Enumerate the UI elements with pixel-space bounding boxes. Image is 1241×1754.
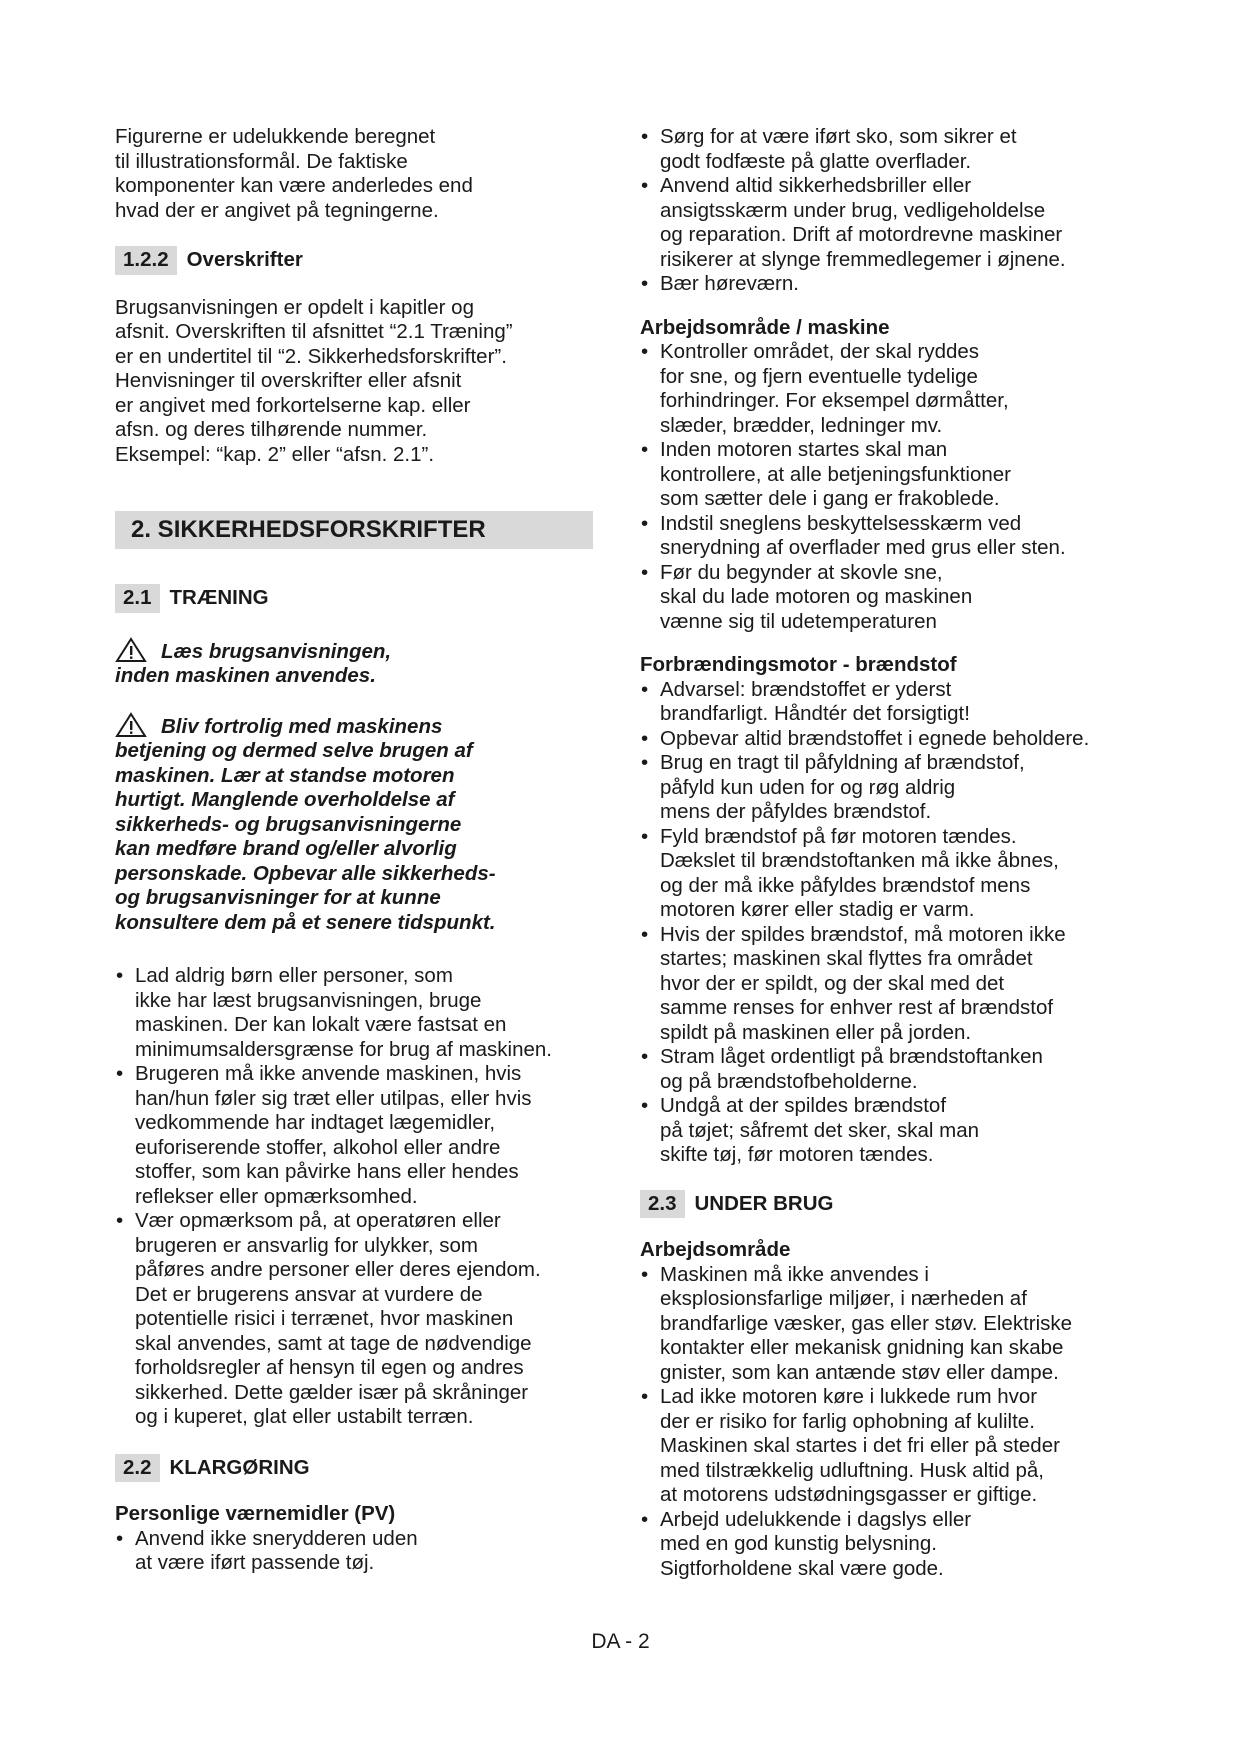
section-heading-2-1 xyxy=(115,584,595,613)
list-item xyxy=(640,1263,1140,1386)
text-line: til illustrationsformål. De faktiske xyxy=(115,149,408,173)
subheading-work-area: Arbejdsområde xyxy=(640,1238,791,1261)
work-bullet-list xyxy=(640,1263,1140,1582)
area-bullet-list xyxy=(640,340,1140,634)
list-item xyxy=(640,1045,1140,1094)
list-item-line: • Advarsel: brændstoffet er yderst xyxy=(660,677,952,701)
chapter-heading: 2. SIKKERHEDSFORSKRIFTER xyxy=(115,511,593,549)
section-number: 2.3 xyxy=(640,1190,685,1219)
list-item-line: • Fyld brændstof på før motoren tændes. xyxy=(660,824,1017,848)
list-item-line: • Før du begynder at skovle sne, xyxy=(660,560,943,584)
list-item-line: vedkommende har indtaget lægemidler, xyxy=(135,1111,496,1134)
list-item-line: og på brændstofbeholderne. xyxy=(660,1069,918,1093)
list-item xyxy=(640,1385,1140,1508)
section-title: KLARGØRING xyxy=(169,1455,310,1479)
text-line: Figurerne er udelukkende beregnet xyxy=(115,125,436,148)
list-item-line: risikerer at slynge fremmedlegemer i øjnene. xyxy=(660,247,1066,271)
section-title: Overskrifter xyxy=(186,248,303,271)
left-column xyxy=(115,125,595,1576)
list-item-line: • Anvend altid sikkerhedsbriller eller xyxy=(660,174,972,197)
list-item-line: hvor der er spildt, og der skal med det xyxy=(660,971,1005,995)
list-item-line: godt fodfæste på glatte overflader. xyxy=(660,149,972,173)
section-title: TRÆNING xyxy=(169,586,269,609)
warning-text: maskinen. Lær at standse motoren xyxy=(115,763,455,787)
warning-text: Bliv fortrolig med maskinens xyxy=(161,714,443,738)
warning-operation xyxy=(115,712,595,936)
warning-text: personskade. Opbevar alle sikkerheds- xyxy=(115,861,496,885)
list-item-line: startes; maskinen skal flyttes fra området xyxy=(660,947,1033,970)
list-item-line: vænne sig til udetemperaturen xyxy=(660,609,937,633)
list-item-line: reflekser eller opmærksomhed. xyxy=(135,1184,418,1208)
subheading-fuel: Forbrændingsmotor - brændstof xyxy=(640,653,957,676)
section-number: 1.2.2 xyxy=(115,246,177,275)
list-item-line: • Lad ikke motoren køre i lukkede rum hvor xyxy=(660,1385,1038,1408)
list-item-line: og reparation. Drift af motordrevne maskiner xyxy=(660,223,1063,246)
list-item xyxy=(640,174,1140,272)
list-item-line: skifte tøj, før motoren tændes. xyxy=(660,1143,934,1166)
list-item-line: eksplosionsfarlige miljøer, i nærheden af xyxy=(660,1287,1027,1310)
list-item-line: for sne, og fjern eventuelle tydelige xyxy=(660,364,978,388)
list-item-line: • Brugeren må ikke anvende maskinen, hvis xyxy=(135,1062,522,1085)
warning-text: kan medføre brand og/eller alvorlig xyxy=(115,837,457,860)
warning-read-manual xyxy=(115,637,595,689)
list-item-line: ikke har læst brugsanvisningen, bruge xyxy=(135,988,482,1012)
list-item-line: minimumsaldersgrænse for brug af maskinen. xyxy=(135,1037,552,1061)
list-item xyxy=(640,340,1140,438)
text-line: Henvisninger til overskrifter eller afsnit xyxy=(115,369,462,392)
warning-text: Læs brugsanvisningen, xyxy=(161,639,392,663)
list-item xyxy=(640,751,1140,825)
intro-paragraph xyxy=(115,125,595,223)
list-item-line: kontakter eller mekanisk gnidning kan skabe xyxy=(660,1336,1064,1359)
list-item-line: forholdsregler af hensyn til egen og andres xyxy=(135,1356,524,1379)
list-item xyxy=(640,825,1140,923)
list-item-line: snerydning af overflader med grus eller sten. xyxy=(660,536,1066,559)
subheading-area-machine: Arbejdsområde / maskine xyxy=(640,315,890,339)
text-line: afsnit. Overskriften til afsnittet “2.1 Træning” xyxy=(115,320,513,343)
list-item-line: og i kuperet, glat eller ustabilt terræn. xyxy=(135,1405,474,1428)
list-item-line: • Undgå at der spildes brændstof xyxy=(660,1094,947,1117)
list-item-line: at være iført passende tøj. xyxy=(135,1551,375,1574)
list-item-line: • Opbevar altid brændstoffet i egnede beholdere. xyxy=(660,726,1090,750)
page-number: DA - 2 xyxy=(591,1630,650,1653)
training-bullet-list xyxy=(115,964,595,1430)
warning-triangle-icon xyxy=(115,637,147,663)
list-item-line: som sætter dele i gang er frakoblede. xyxy=(660,487,1000,510)
list-item-line: der er risiko for farlig ophobning af kulilte. xyxy=(660,1409,1035,1433)
list-item-line: gnister, som kan antænde støv eller dampe. xyxy=(660,1360,1059,1384)
list-item-line: påfyld kun uden for og røg aldrig xyxy=(660,775,956,799)
list-item-line: sikkerhed. Dette gælder især på skråninger xyxy=(135,1380,529,1404)
warning-text: inden maskinen anvendes. xyxy=(115,664,376,687)
list-item-line: • Arbejd udelukkende i dagslys eller xyxy=(660,1507,972,1531)
text-line: afsn. og deres tilhørende nummer. xyxy=(115,418,428,441)
list-item xyxy=(640,923,1140,1046)
list-item-line: euforiserende stoffer, alkohol eller andre xyxy=(135,1135,501,1159)
text-line: er angivet med forkortelserne kap. eller xyxy=(115,393,471,417)
warning-text: og brugsanvisninger for at kunne xyxy=(115,886,441,909)
list-item xyxy=(640,1094,1140,1168)
list-item xyxy=(115,1527,595,1576)
section-number: 2.1 xyxy=(115,584,160,613)
list-item-line: Det er brugerens ansvar at vurdere de xyxy=(135,1282,483,1306)
list-item xyxy=(640,727,1140,752)
list-item-line: • Maskinen må ikke anvendes i xyxy=(660,1262,929,1286)
list-item xyxy=(640,125,1140,174)
text-line: hvad der er angivet på tegningerne. xyxy=(115,198,439,222)
list-item-line: • Inden motoren startes skal man xyxy=(660,438,948,461)
list-item-line: mens der påfyldes brændstof. xyxy=(660,800,932,823)
warning-text: sikkerheds- og brugsanvisningerne xyxy=(115,812,462,836)
section-title: UNDER BRUG xyxy=(694,1191,834,1215)
list-item-line: • Vær opmærksom på, at operatøren eller xyxy=(135,1209,501,1232)
list-item-line: • Indstil sneglens beskyttelsesskærm ved xyxy=(660,511,1022,535)
section-heading-2-2 xyxy=(115,1454,595,1483)
list-item-line: forhindringer. For eksempel dørmåtter, xyxy=(660,389,1009,412)
list-item-line: maskinen. Der kan lokalt være fastsat en xyxy=(135,1013,507,1036)
pv-bullet-list-continued xyxy=(640,125,1140,297)
list-item-line: slæder, brædder, ledninger mv. xyxy=(660,413,943,437)
list-item-line: ansigtsskærm under brug, vedligeholdelse xyxy=(660,198,1046,222)
list-item xyxy=(115,1062,595,1209)
warning-text: betjening og dermed selve brugen af xyxy=(115,739,473,762)
list-item xyxy=(115,964,595,1062)
list-item-line: • Kontroller området, der skal ryddes xyxy=(660,340,980,363)
overskrifter-paragraph xyxy=(115,296,595,468)
text-line: komponenter kan være anderledes end xyxy=(115,174,473,197)
list-item xyxy=(640,561,1140,635)
list-item-line: samme renses for enhver rest af brændstof xyxy=(660,996,1054,1019)
list-item-line: • Stram låget ordentligt på brændstoftanken xyxy=(660,1045,1043,1068)
fuel-bullet-list xyxy=(640,678,1140,1168)
warning-text: hurtigt. Manglende overholdelse af xyxy=(115,788,455,811)
list-item-line: stoffer, som kan påvirke hans eller hendes xyxy=(135,1160,519,1183)
text-line: er en undertitel til “2. Sikkerhedsforskrifter”. xyxy=(115,344,507,368)
list-item-line: kontrollere, at alle betjeningsfunktioner xyxy=(660,462,1011,486)
list-item-line: • Brug en tragt til påfyldning af brændstof, xyxy=(660,751,1025,774)
list-item-line: skal anvendes, samt at tage de nødvendige xyxy=(135,1331,532,1355)
list-item xyxy=(640,438,1140,512)
list-item-line: Maskinen skal startes i det fri eller på steder xyxy=(660,1434,1060,1457)
list-item-line: • Anvend ikke snerydderen uden xyxy=(135,1526,418,1550)
list-item-line: spildt på maskinen eller på jorden. xyxy=(660,1020,972,1044)
list-item-line: • Hvis der spildes brændstof, må motoren ikke xyxy=(660,922,1066,946)
list-item xyxy=(640,272,1140,297)
section-number: 2.2 xyxy=(115,1454,160,1483)
list-item xyxy=(640,678,1140,727)
section-heading-2-3 xyxy=(640,1190,1140,1219)
list-item-line: med tilstrækkelig udluftning. Husk altid på, xyxy=(660,1458,1044,1482)
list-item-line: • Sørg for at være iført sko, som sikrer et xyxy=(660,125,1017,148)
list-item-line: at motorens udstødningsgasser er giftige. xyxy=(660,1483,1038,1506)
list-item-line: brandfarligt. Håndtér det forsigtigt! xyxy=(660,702,970,725)
text-line: Eksempel: “kap. 2” eller “afsn. 2.1”. xyxy=(115,442,435,466)
list-item-line: han/hun føler sig træt eller utilpas, eller hvis xyxy=(135,1086,532,1110)
list-item xyxy=(640,1508,1140,1582)
list-item-line: brandfarlige væsker, gas eller støv. Elektriske xyxy=(660,1311,1073,1335)
pv-bullet-list xyxy=(115,1527,595,1576)
right-column xyxy=(640,125,1140,1581)
section-heading-1-2-2 xyxy=(115,246,595,275)
list-item-line: og der må ikke påfyldes brændstof mens xyxy=(660,873,1031,897)
list-item-line: brugeren er ansvarlig for ulykker, som xyxy=(135,1233,478,1257)
list-item-line: • Bær høreværn. xyxy=(660,272,799,295)
text-line: Brugsanvisningen er opdelt i kapitler og xyxy=(115,295,474,319)
list-item-line: Sigtforholdene skal være gode. xyxy=(660,1556,944,1580)
list-item-line: med en god kunstig belysning. xyxy=(660,1532,937,1555)
subheading-pv: Personlige værnemidler (PV) xyxy=(115,1502,396,1525)
list-item-line: skal du lade motoren og maskinen xyxy=(660,585,973,608)
warning-triangle-icon xyxy=(115,712,147,738)
list-item-line: • Lad aldrig børn eller personer, som xyxy=(135,964,453,987)
list-item-line: potentielle risici i terrænet, hvor maskinen xyxy=(135,1307,514,1330)
list-item xyxy=(115,1209,595,1430)
warning-text: konsultere dem på et senere tidspunkt. xyxy=(115,910,496,934)
list-item-line: påføres andre personer eller deres ejendom. xyxy=(135,1258,541,1281)
list-item-line: på tøjet; såfremt det sker, skal man xyxy=(660,1118,980,1142)
list-item-line: motoren kører eller stadig er varm. xyxy=(660,898,975,921)
list-item xyxy=(640,512,1140,561)
list-item-line: Dækslet til brændstoftanken må ikke åbnes, xyxy=(660,849,1059,872)
